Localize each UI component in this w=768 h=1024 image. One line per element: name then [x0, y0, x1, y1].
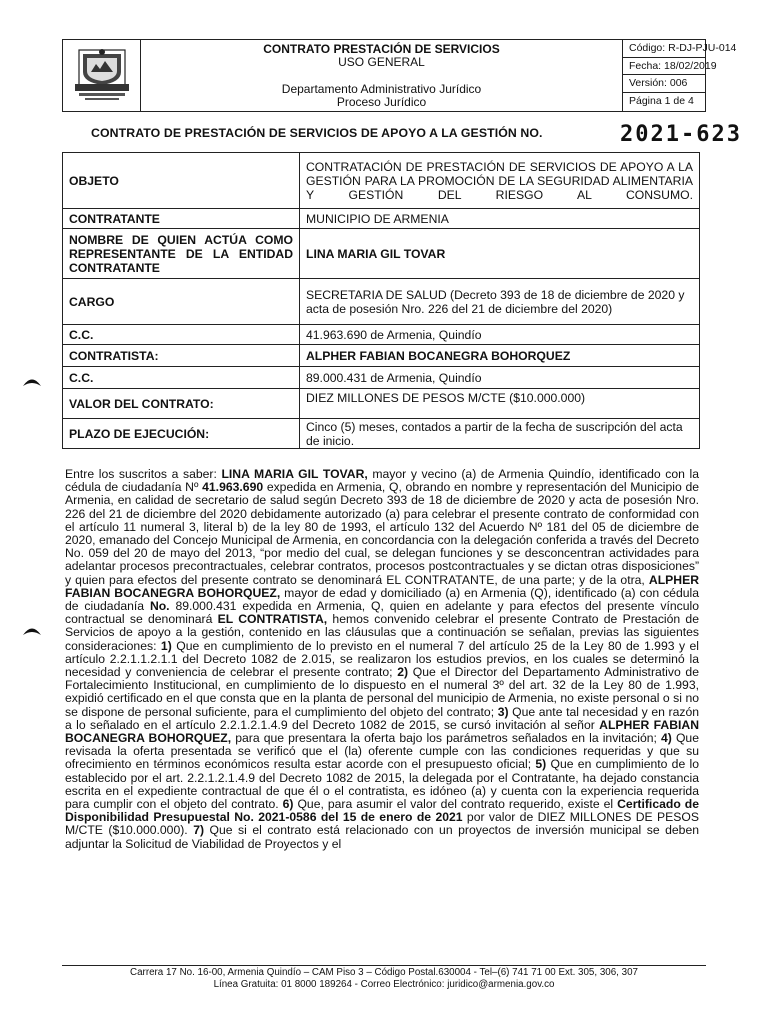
- table-row: [63, 345, 700, 367]
- body-paragraph: Entre los suscritos a saber: LINA MARIA GIL TOVAR, mayor y vecino (a) de Armenia Quindío, identificado con la cédula de ciudadanía Nº 41.963.690 expedida en Armenia, Q, obrando en nombre y representación del Municipio de Armenia, en calidad de secretario de salud según Decreto 393 de 18 de diciembre de 2020 y acta de posesión Nro. 226 del 21 de diciembre del 2020 debidamente autorizado (a) para celebrar el presente contrato de conformidad con el artículo 11 numeral 3, literal b) de la ley 80 de 1993, el artículo 132 del Acuerdo Nº 181 del 05 de diciembre de 2020, emanado del Concejo Municipal de Armenia, en concordancia con la delegación conferida a través del Decreto No. 059 del 20 de mayo del 2013, “por medio del cual, se delegan funciones y se desconcentran actividades para adelantar procesos precontractuales, celebrar contratos, procesos postcontractuales y se dictan otras disposiciones” y quien para efectos del presente contrato se denominará EL CONTRATANTE, de una parte; y de la otra, ALPHER FABIAN BOCANEGRA BOHORQUEZ, mayor de edad y domiciliado (a) en Armenia (Q), identificado (a) con cédula de ciudadanía No. 89.000.431 expedida en Armenia, Q, quien en adelante y para efectos del presente vínculo contractual se denominará EL CONTRATISTA, hemos convenido celebrar el presente Contrato de Prestación de Servicios de apoyo a la gestión, contenido en las cláusulas que a continuación se señalan, previas las siguientes consideraciones: 1) Que en cumplimiento de lo previsto en el numeral 7 del artículo 25 de la Ley 80 de 1.993 y el artículo 2.2.1.1.2.1.1 del Decreto 1082 de 2.015, se realizaron los estudios previos, en los cuales se determinó la necesidad y conveniencia de celebrar el presente contrato; 2) Que el Director del Departamento Administrativo de Fortalecimiento Institucional, en cumplimiento de lo dispuesto en el numeral 3º del art. 32 de la Ley 80 de 1.993, expidió certificado en el que consta que en la planta de personal del municipio de Armenia, no existe personal o si no se dispone de personal suficiente, para el cumplimiento del objeto del contrato; 3) Que ante tal necesidad y en razón a lo señalado en el artículo 2.2.1.2.1.4.9 del Decreto 1082 de 2015, se cursó invitación al señor ALPHER FABIAN BOCANEGRA BOHORQUEZ, para que presentara la oferta bajo los parámetros señalados en la invitación; 4) Que revisada la oferta presentada se verificó que el (la) oferente cumple con las condiciones requeridas y que su ofrecimiento en términos económicos resulta estar acorde con el presupuesto oficial; 5) Que en cumplimiento de lo establecido por el art. 2.2.1.2.1.4.9 del Decreto 1082 de 2015, la delegada por el Contratante, ha dejado constancia escrita en el expediente contractual de que él o el contratista, es idóneo (a) y cuenta con la experiencia requerida para cumplir con el objeto del contrato. 6) Que, para asumir el valor del contrato requerido, existe el Certificado de Disponibilidad Presupuestal No. 2021-0586 del 15 de enero de 2021 por valor de DIEZ MILLONES DE PESOS M/CTE ($10.000.000). 7) Que si el contrato está relacionado con un proyectos de inversión municipal se deben adjuntar la Solicitud de Viabilidad de Proyectos y el: [65, 467, 700, 851]
- doc-date: Fecha: 18/02/2019: [623, 58, 705, 76]
- header-title: CONTRATO PRESTACIÓN DE SERVICIOS: [263, 42, 500, 56]
- row-label: C.C.: [63, 325, 300, 345]
- doc-version: Versión: 006: [623, 75, 705, 93]
- table-row: [63, 325, 700, 345]
- table-row: [63, 279, 700, 325]
- row-label: CONTRATISTA:: [63, 345, 300, 367]
- row-value: MUNICIPIO DE ARMENIA: [300, 209, 700, 229]
- row-value: 89.000.431 de Armenia, Quindío: [300, 367, 700, 389]
- row-value: 41.963.690 de Armenia, Quindío: [300, 325, 700, 345]
- row-value: Cinco (5) meses, contados a partir de la fecha de suscripción del acta de inicio.: [300, 419, 700, 449]
- municipality-seal-logo: [63, 40, 141, 111]
- table-row: [63, 229, 700, 279]
- row-value: LINA MARIA GIL TOVAR: [300, 229, 700, 279]
- contract-number: 2021-623: [620, 122, 742, 147]
- footer-address: Carrera 17 No. 16-00, Armenia Quindío – CAM Piso 3 – Código Postal.630004 - Tel–(6) 741 71 00 Ext. 305, 306, 307: [130, 967, 638, 978]
- doc-code: Código: R-DJ-PJU-014: [623, 40, 705, 58]
- row-label: OBJETO: [63, 153, 300, 209]
- punch-hole-mark: [22, 375, 42, 387]
- contract-title: CONTRATO DE PRESTACIÓN DE SERVICIOS DE APOYO A LA GESTIÓN NO.: [91, 126, 543, 140]
- doc-page: Página 1 de 4: [629, 94, 694, 107]
- table-row: [63, 389, 700, 419]
- page-footer: [62, 965, 706, 991]
- header-subtitle: USO GENERAL: [338, 55, 425, 69]
- header-titles: [141, 40, 623, 111]
- row-label: NOMBRE DE QUIEN ACTÚA COMO REPRESENTANTE DE LA ENTIDAD CONTRATANTE: [63, 229, 300, 279]
- contract-summary-table: [62, 152, 700, 449]
- contract-body: [65, 468, 699, 851]
- row-label: CONTRATANTE: [63, 209, 300, 229]
- header-department: Departamento Administrativo Jurídico: [281, 82, 482, 96]
- row-value: CONTRATACIÓN DE PRESTACIÓN DE SERVICIOS DE APOYO A LA GESTIÓN PARA LA PROMOCIÓN DE LA SEGURIDAD ALIMENTARIA Y GESTIÓN DEL RIESGO AL CONSUMO.: [300, 153, 700, 209]
- table-row: [63, 209, 700, 229]
- row-label: C.C.: [63, 367, 300, 389]
- table-row: [63, 419, 700, 449]
- row-label: PLAZO DE EJECUCIÓN:: [63, 419, 300, 449]
- table-row: [63, 153, 700, 209]
- header-process: Proceso Jurídico: [336, 95, 427, 109]
- table-row: [63, 367, 700, 389]
- row-value: ALPHER FABIAN BOCANEGRA BOHORQUEZ: [300, 345, 700, 367]
- row-label: VALOR DEL CONTRATO:: [63, 389, 300, 419]
- row-label: CARGO: [63, 279, 300, 325]
- row-value: DIEZ MILLONES DE PESOS M/CTE ($10.000.000): [300, 389, 700, 419]
- footer-contact: Línea Gratuita: 01 8000 189264 - Correo Electrónico: juridico@armenia.gov.co: [213, 979, 555, 990]
- header-meta: [623, 40, 737, 110]
- punch-hole-mark: [22, 624, 42, 636]
- row-value: SECRETARIA DE SALUD (Decreto 393 de 18 de diciembre de 2020 y acta de posesión Nro. 226 del 21 de diciembre del 2020): [300, 279, 700, 325]
- document-header: [62, 39, 737, 112]
